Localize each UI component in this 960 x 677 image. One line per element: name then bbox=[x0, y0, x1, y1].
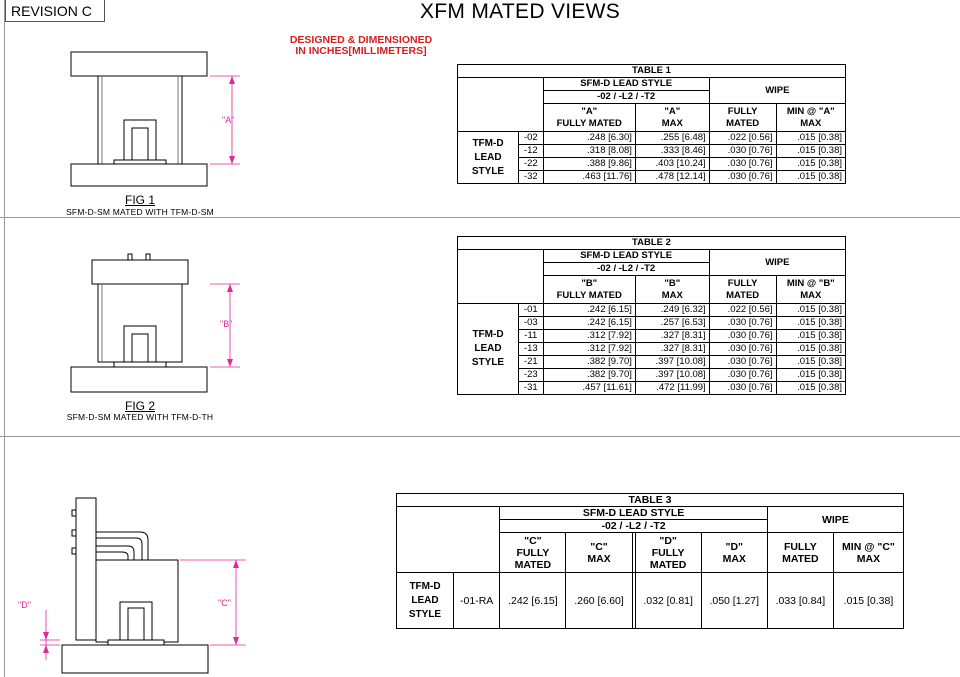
table-cell: -21 bbox=[519, 356, 544, 369]
units-note bbox=[276, 35, 446, 57]
fig3-drawing bbox=[10, 490, 250, 675]
table-cell: .030 [0.76] bbox=[709, 369, 776, 382]
table3-c4-a: "D" bbox=[725, 540, 744, 553]
table1-col1-header bbox=[543, 104, 635, 132]
table3-title: TABLE 3 bbox=[397, 494, 904, 507]
table3-c3-a: "D" bbox=[659, 534, 677, 547]
table-row bbox=[397, 573, 904, 629]
table3-c2-b: MAX bbox=[587, 552, 611, 565]
table3-c6-a: MIN @ "C" bbox=[842, 540, 895, 553]
table1-title: TABLE 1 bbox=[458, 65, 846, 78]
table2-col4-a: MIN @ "B" bbox=[786, 277, 835, 289]
revision-label: REVISION C bbox=[5, 0, 105, 22]
table-cell: .257 [6.53] bbox=[635, 317, 709, 330]
table2-wipe: WIPE bbox=[709, 250, 845, 276]
fig2-subtitle: SFM-D-SM MATED WITH TFM-D-TH bbox=[66, 412, 214, 422]
units-note-line1: DESIGNED & DIMENSIONED bbox=[289, 34, 433, 46]
table-cell: .030 [0.76] bbox=[709, 382, 776, 395]
table-cell: -23 bbox=[519, 369, 544, 382]
table-cell: .015 [0.38] bbox=[833, 573, 903, 629]
table2-col1-header bbox=[543, 276, 635, 304]
table-cell: .015 [0.38] bbox=[776, 369, 845, 382]
table3-c5-b: MATED bbox=[782, 552, 819, 565]
table-cell: .463 [11.76] bbox=[543, 171, 635, 184]
table-cell: .242 [6.15] bbox=[500, 573, 566, 629]
table3-group-sub: -02 / -L2 / -T2 bbox=[500, 520, 768, 533]
fig3-dim-label-d: "D" bbox=[18, 600, 31, 610]
table-cell: .015 [0.38] bbox=[776, 132, 845, 145]
table3-c1-a: "C" bbox=[524, 534, 542, 547]
table2-col3-header bbox=[709, 276, 776, 304]
table-cell: .260 [6.60] bbox=[566, 573, 632, 629]
table1-row-label-2: LEAD bbox=[474, 151, 502, 163]
table1-group: SFM-D LEAD STYLE bbox=[543, 78, 709, 91]
table-2 bbox=[457, 236, 846, 395]
table2-row-label-3: STYLE bbox=[471, 357, 505, 368]
table3-c3-header bbox=[635, 533, 701, 573]
table-cell: .457 [11.61] bbox=[543, 382, 635, 395]
fig2-caption: FIG 2 bbox=[124, 399, 155, 413]
table-cell: .397 [10.08] bbox=[635, 356, 709, 369]
table-cell: -22 bbox=[519, 158, 544, 171]
table2-col4-header bbox=[776, 276, 845, 304]
table3-corner bbox=[397, 507, 500, 573]
table3-c6-b: MAX bbox=[856, 552, 881, 565]
table3-wipe: WIPE bbox=[767, 507, 903, 533]
fig1-subtitle: SFM-D-SM MATED WITH TFM-D-SM bbox=[66, 207, 214, 217]
table3-row-label bbox=[397, 573, 454, 629]
fig3-dim-label-c: "C" bbox=[218, 598, 231, 608]
table3-c3-c: MATED bbox=[649, 558, 687, 571]
table1-col4-header bbox=[776, 104, 845, 132]
table2-row-label bbox=[458, 304, 519, 395]
table-cell: .403 [10.24] bbox=[635, 158, 709, 171]
table-cell: .327 [8.31] bbox=[635, 343, 709, 356]
table1-wipe: WIPE bbox=[709, 78, 845, 104]
table-cell: -01-RA bbox=[454, 573, 500, 629]
table2-group-sub: -02 / -L2 / -T2 bbox=[543, 263, 709, 276]
table1-col1-a: "A" bbox=[581, 105, 598, 117]
table1-col4-a: MIN @ "A" bbox=[786, 105, 835, 117]
section-divider-1 bbox=[0, 217, 960, 218]
table-cell: .022 [0.56] bbox=[709, 304, 776, 317]
table3-c4-header bbox=[701, 533, 767, 573]
table-cell: .249 [6.32] bbox=[635, 304, 709, 317]
table1-group-sub: -02 / -L2 / -T2 bbox=[543, 91, 709, 104]
table-cell: -13 bbox=[519, 343, 544, 356]
fig2-dim-label: "B" bbox=[220, 319, 233, 329]
table3-c5-a: FULLY bbox=[783, 540, 817, 553]
table1-col3-header bbox=[709, 104, 776, 132]
table1-col2-b: MAX bbox=[661, 117, 683, 129]
table-cell: .022 [0.56] bbox=[709, 132, 776, 145]
table-cell: -03 bbox=[519, 317, 544, 330]
table3-c5-header bbox=[767, 533, 833, 573]
table1-col3-a: FULLY bbox=[727, 105, 758, 117]
table1-row-label-3: STYLE bbox=[471, 165, 505, 177]
table-cell: -11 bbox=[519, 330, 544, 343]
table-cell: .327 [8.31] bbox=[635, 330, 709, 343]
table3-c2-a: "C" bbox=[590, 540, 608, 553]
table3-c1-b: FULLY bbox=[516, 546, 550, 559]
table-cell: .472 [11.99] bbox=[635, 382, 709, 395]
table3-row-label-2: LEAD bbox=[411, 594, 439, 606]
table-cell: .318 [8.08] bbox=[543, 145, 635, 158]
table2-row-label-2: LEAD bbox=[474, 343, 502, 354]
fig1-caption: FIG 1 bbox=[124, 193, 155, 207]
units-note-line2: IN INCHES[MILLIMETERS] bbox=[295, 45, 427, 57]
table-cell: .030 [0.76] bbox=[709, 317, 776, 330]
table3-c4-b: MAX bbox=[722, 552, 746, 565]
table-cell: .312 [7.92] bbox=[543, 330, 635, 343]
table-cell: .050 [1.27] bbox=[701, 573, 767, 629]
table-cell: .015 [0.38] bbox=[776, 304, 845, 317]
table2-col2-b: MAX bbox=[661, 289, 683, 301]
table-cell: .030 [0.76] bbox=[709, 356, 776, 369]
table2-title: TABLE 2 bbox=[458, 237, 846, 250]
table1-col4-b: MAX bbox=[800, 117, 822, 129]
table-cell: .312 [7.92] bbox=[543, 343, 635, 356]
table-cell: -01 bbox=[519, 304, 544, 317]
table2-group: SFM-D LEAD STYLE bbox=[543, 250, 709, 263]
table-row bbox=[458, 304, 846, 317]
table-cell: .032 [0.81] bbox=[635, 573, 701, 629]
table-cell: .015 [0.38] bbox=[776, 317, 845, 330]
table2-col2-a: "B" bbox=[664, 277, 681, 289]
table-cell: -31 bbox=[519, 382, 544, 395]
table-cell: .015 [0.38] bbox=[776, 171, 845, 184]
table-cell: .388 [9.86] bbox=[543, 158, 635, 171]
table-cell: .242 [6.15] bbox=[543, 304, 635, 317]
page-title: XFM MATED VIEWS bbox=[420, 0, 621, 23]
table-cell: .242 [6.15] bbox=[543, 317, 635, 330]
table-cell: .015 [0.38] bbox=[776, 330, 845, 343]
table3-c2-header bbox=[566, 533, 632, 573]
table2-row-label-1: TFM-D bbox=[472, 329, 504, 340]
section-divider-2 bbox=[0, 436, 960, 437]
table-cell: .015 [0.38] bbox=[776, 158, 845, 171]
table1-corner bbox=[458, 78, 544, 132]
left-border bbox=[4, 0, 5, 677]
table-cell: .015 [0.38] bbox=[776, 343, 845, 356]
table3-group: SFM-D LEAD STYLE bbox=[500, 507, 768, 520]
table-cell: .248 [6.30] bbox=[543, 132, 635, 145]
table3-c3-b: FULLY bbox=[651, 546, 685, 559]
table3-row-label-1: TFM-D bbox=[409, 580, 441, 592]
table3-row-label-3: STYLE bbox=[408, 608, 442, 620]
table-cell: .397 [10.08] bbox=[635, 369, 709, 382]
table-cell: .030 [0.76] bbox=[709, 343, 776, 356]
table2-col3-a: FULLY bbox=[727, 277, 758, 289]
table-cell: .030 [0.76] bbox=[709, 171, 776, 184]
table-cell: .015 [0.38] bbox=[776, 356, 845, 369]
table3-c1-c: MATED bbox=[514, 558, 552, 571]
table3-c1-header bbox=[500, 533, 566, 573]
table-cell: -02 bbox=[519, 132, 544, 145]
table-cell: .478 [12.14] bbox=[635, 171, 709, 184]
table-cell: .382 [9.70] bbox=[543, 369, 635, 382]
table2-col3-b: MATED bbox=[726, 289, 760, 301]
table2-col1-a: "B" bbox=[581, 277, 598, 289]
table-cell: .030 [0.76] bbox=[709, 145, 776, 158]
table-cell: .030 [0.76] bbox=[709, 158, 776, 171]
table-cell: -32 bbox=[519, 171, 544, 184]
table1-col2-a: "A" bbox=[664, 105, 681, 117]
table3-c6-header bbox=[833, 533, 903, 573]
fig1-dim-label: "A" bbox=[222, 115, 235, 125]
table-1 bbox=[457, 64, 846, 184]
table-3 bbox=[396, 493, 904, 629]
table1-col2-header bbox=[635, 104, 709, 132]
table1-col1-b: FULLY MATED bbox=[556, 117, 622, 129]
table-cell: .015 [0.38] bbox=[776, 145, 845, 158]
table-cell: -12 bbox=[519, 145, 544, 158]
table1-row-label-1: TFM-D bbox=[472, 137, 504, 149]
table-cell: .033 [0.84] bbox=[767, 573, 833, 629]
table2-col4-b: MAX bbox=[800, 289, 822, 301]
table2-col1-b: FULLY MATED bbox=[556, 289, 622, 301]
table-cell: .382 [9.70] bbox=[543, 356, 635, 369]
table-row bbox=[458, 132, 846, 145]
table-cell: .030 [0.76] bbox=[709, 330, 776, 343]
table1-col3-b: MATED bbox=[726, 117, 760, 129]
table-cell: .015 [0.38] bbox=[776, 382, 845, 395]
table1-row-label bbox=[458, 132, 519, 184]
table2-col2-header bbox=[635, 276, 709, 304]
table-cell: .255 [6.48] bbox=[635, 132, 709, 145]
table-cell: .333 [8.46] bbox=[635, 145, 709, 158]
table2-corner bbox=[458, 250, 544, 304]
